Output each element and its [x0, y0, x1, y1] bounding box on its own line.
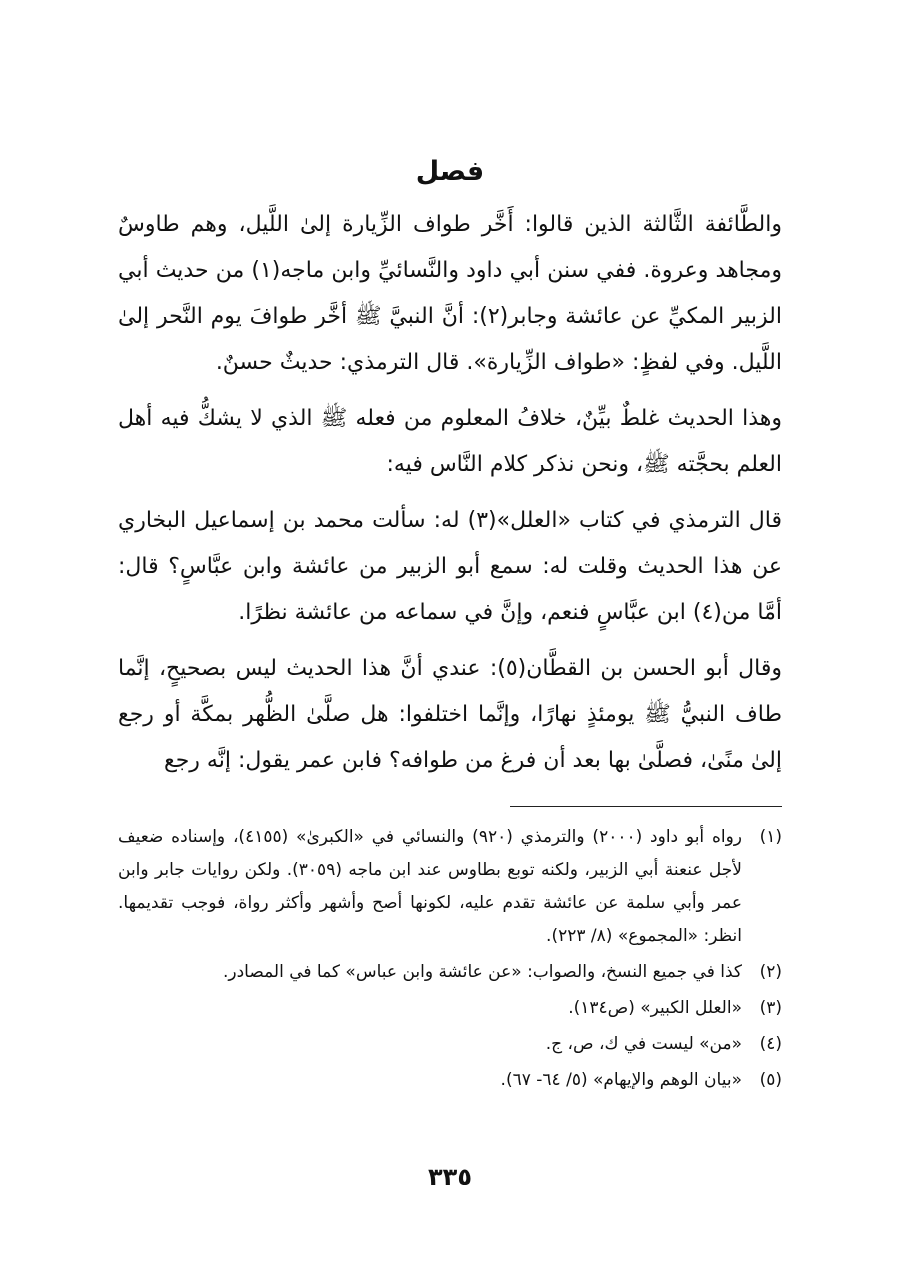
footnote-text: «بيان الوهم والإيهام» (٥/ ٦٤- ٦٧).	[500, 1070, 742, 1090]
footnote-text: «من» ليست في ك، ص، ج.	[545, 1034, 742, 1054]
footnote-list	[118, 821, 782, 1097]
footnote-5	[118, 1064, 782, 1097]
body-paragraph-4: وقال أبو الحسن بن القطَّان(٥): عندي أنَّ هذا الحديث ليس بصحيحٍ، إنَّما طاف النبيُّ ﷺ يومئذٍ نهارًا، وإنَّما اختلفوا: هل صلَّىٰ الظُّهر بمكَّة أو رجع إلىٰ منًىٰ، فصلَّىٰ بها بعد أن فرغ من طوافه؟ فابن عمر يقول: إنَّه رجع	[118, 656, 782, 773]
section-heading: فصل	[415, 156, 485, 187]
footnote-2	[118, 956, 782, 989]
footnote-text: كذا في جميع النسخ، والصواب: «عن عائشة وابن عباس» كما في المصادر.	[222, 962, 742, 982]
footnote-1	[118, 821, 782, 953]
footnote-text: «العلل الكبير» (ص١٣٤).	[568, 998, 742, 1018]
body-paragraph-3: قال الترمذي في كتاب «العلل»(٣) له: سألت محمد بن إسماعيل البخاري عن هذا الحديث وقلت له: سمع أبو الزبير من عائشة وابن عبَّاسٍ؟ قال: أمَّا من(٤) ابن عبَّاسٍ فنعم، وإنَّ في سماعه من عائشة نظرًا.	[118, 508, 782, 625]
body-paragraph-1: والطَّائفة الثَّالثة الذين قالوا: أَخَّر طواف الزِّيارة إلىٰ اللَّيل، وهم طاوسٌ ومجاهد وعروة. ففي سنن أبي داود والنَّسائيِّ وابن ماجه(١) من حديث أبي الزبير المكيِّ عن عائشة وجابر(٢): أنَّ النبيَّ ﷺ أخَّر طوافَ يوم النَّحر إلىٰ اللَّيل. وفي لفظٍ: «طواف الزِّيارة». قال الترمذي: حديثٌ حسنٌ.	[118, 212, 782, 375]
footnote-divider	[510, 806, 782, 807]
footnote-text: رواه أبو داود (٢٠٠٠) والترمذي (٩٢٠) والنسائي في «الكبرىٰ» (٤١٥٥)، وإسناده ضعيف لأجل عنعنة أبي الزبير، ولكنه توبع بطاوس عند ابن ماجه (٣٠٥٩). ولكن روايات جابر وابن عمر وأبي سلمة عن عائشة تقدم عليه، لكونها أصح وأشهر وأكثر رواة، فوجب تقديمها. انظر: «المجموع» (٨/ ٢٢٣).	[118, 827, 743, 946]
page-number: ٣٣٥	[428, 1163, 472, 1191]
footnote-number: (٤)	[759, 1034, 782, 1054]
footnote-number: (٢)	[759, 962, 782, 982]
footnote-number: (٥)	[759, 1070, 782, 1090]
footnote-4	[118, 1028, 782, 1061]
footnote-3	[118, 992, 782, 1025]
footnote-number: (١)	[759, 827, 782, 847]
footnote-number: (٣)	[759, 998, 782, 1018]
body-paragraph-2: وهذا الحديث غلطٌ بيِّنٌ، خلافُ المعلوم من فعله ﷺ الذي لا يشكُّ فيه أهل العلم بحجَّته ﷺ، ونحن نذكر كلام النَّاس فيه:	[118, 406, 782, 477]
